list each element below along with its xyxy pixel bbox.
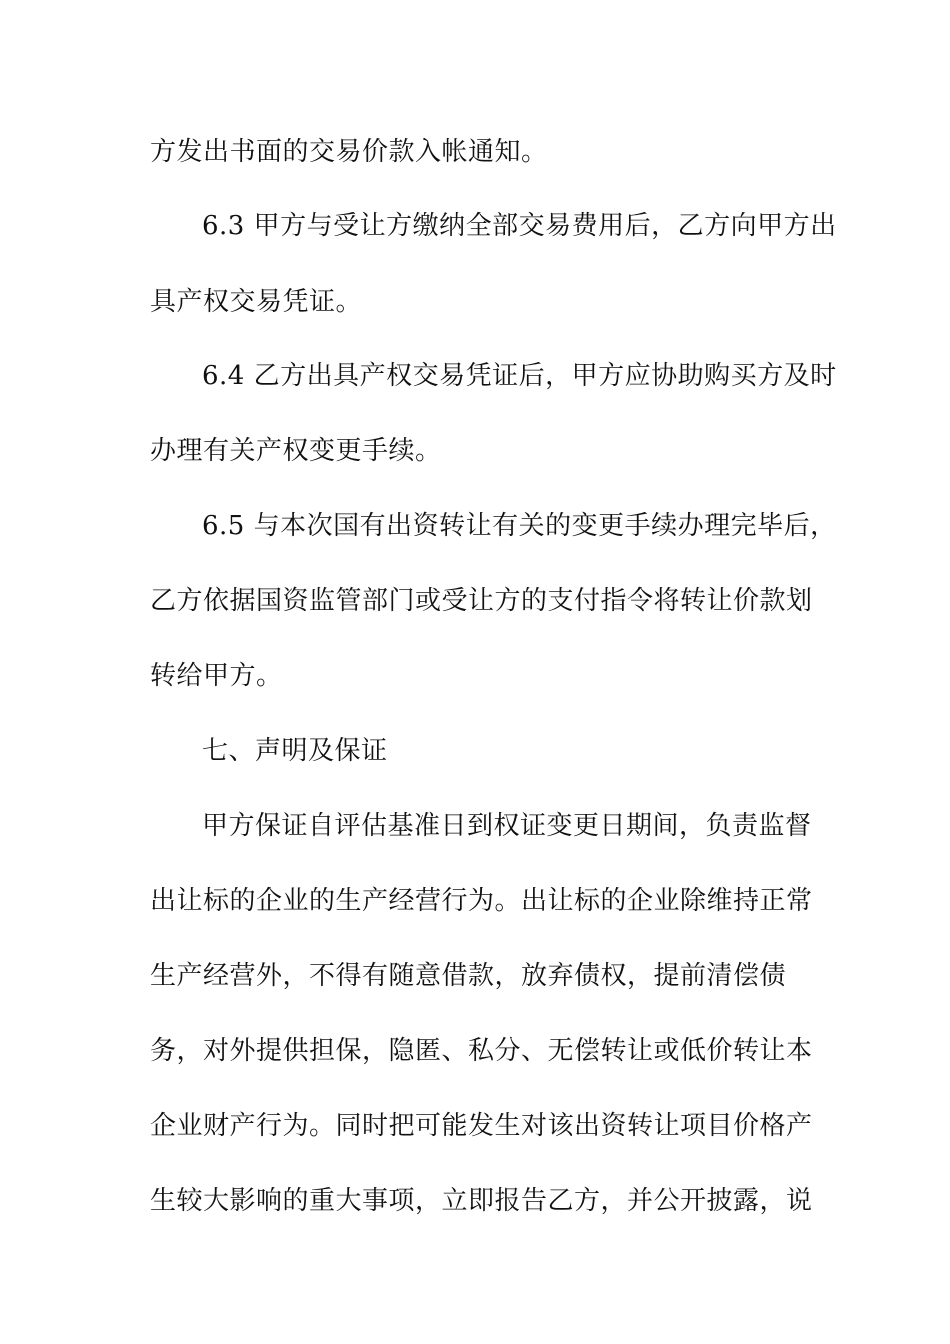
- text-line-12: 生产经营外，不得有随意借款，放弃债权，提前清偿债: [150, 961, 787, 991]
- text-line-4: 6.4 乙方出具产权交易凭证后，甲方应协助购买方及时: [202, 361, 837, 391]
- text-line-14: 企业财产行为。同时把可能发生对该出资转让项目价格产: [150, 1111, 813, 1141]
- text-line-10: 甲方保证自评估基准日到权证变更日期间，负责监督: [202, 811, 812, 841]
- text-line-6: 6.5 与本次国有出资转让有关的变更手续办理完毕后，: [202, 511, 837, 541]
- text-line-15: 生较大影响的重大事项，立即报告乙方，并公开披露，说: [150, 1186, 813, 1216]
- text-line-5: 办理有关产权变更手续。: [150, 436, 442, 466]
- text-line-2: 6.3 甲方与受让方缴纳全部交易费用后，乙方向甲方出: [202, 211, 837, 241]
- text-line-13: 务，对外提供担保，隐匿、私分、无偿转让或低价转让本: [150, 1036, 813, 1066]
- text-line-8: 转给甲方。: [150, 661, 283, 691]
- text-line-3: 具产权交易凭证。: [150, 287, 363, 317]
- text-line-11: 出让标的企业的生产经营行为。出让标的企业除维持正常: [150, 886, 813, 916]
- text-line-1: 方发出书面的交易价款入帐通知。: [150, 137, 548, 167]
- section-heading: 七、声明及保证: [202, 736, 388, 766]
- text-line-7: 乙方依据国资监管部门或受让方的支付指令将转让价款划: [150, 586, 813, 616]
